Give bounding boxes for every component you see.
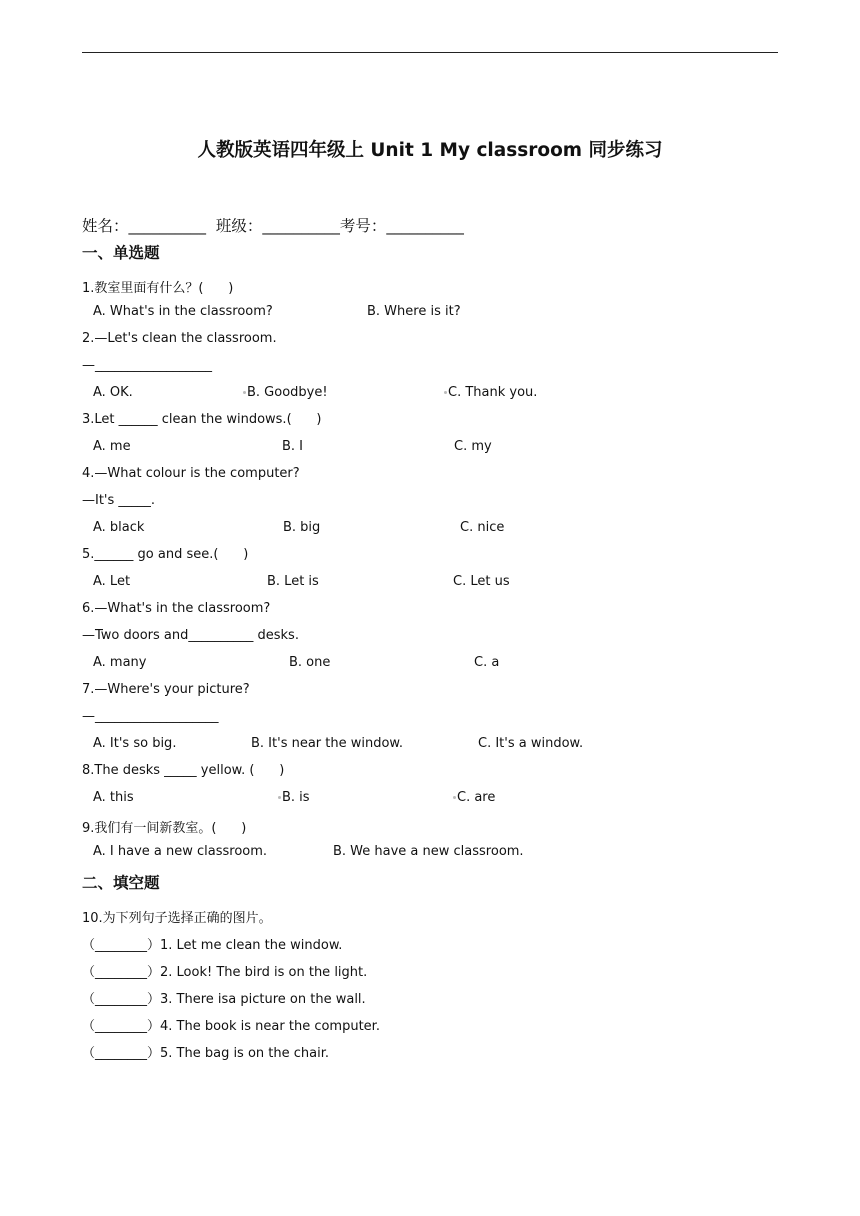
question-10: 10.为下列句子选择正确的图片。 [82, 911, 272, 926]
question-2: 2.—Let's clean the classroom. [82, 331, 277, 346]
q5-option-a: A. Let [93, 574, 131, 589]
header-rule [82, 52, 778, 53]
q10-item: （________）2. Look! The bird is on the light. [82, 965, 368, 980]
question-6: 6.—What's in the classroom? [82, 601, 271, 616]
q1-option-a: A. What's in the classroom? [93, 304, 273, 319]
q2-option-c: C. Thank you. [444, 385, 537, 400]
q8-option-b: B. is [278, 790, 310, 805]
section-single-choice: 一、单选题 [82, 244, 160, 262]
question-4: 4.—What colour is the computer? [82, 466, 300, 481]
question-9: 9.我们有一间新教室。( ) [82, 821, 247, 836]
option-marker-icon [453, 796, 456, 799]
q10-item: （________）4. The book is near the computer. [82, 1019, 380, 1034]
q6-option-b: B. one [289, 655, 331, 670]
page-title: 人教版英语四年级上 Unit 1 My classroom 同步练习 [197, 140, 663, 161]
q8-option-a: A. this [93, 790, 134, 805]
question-8: 8.The desks _____ yellow. ( ) [82, 763, 285, 778]
q10-item: （________）3. There isa picture on the wall. [82, 992, 366, 1007]
question-5: 5.______ go and see.( ) [82, 547, 249, 562]
q7-option-c: C. It's a window. [478, 736, 584, 751]
option-marker-icon [444, 391, 447, 394]
q1-option-b: B. Where is it? [367, 304, 461, 319]
q2-option-a: A. OK. [93, 385, 133, 400]
option-marker-icon [243, 391, 246, 394]
q5-option-b: B. Let is [267, 574, 319, 589]
q6-option-a: A. many [93, 655, 147, 670]
q4-option-c: C. nice [460, 520, 505, 535]
q3-option-b: B. I [282, 439, 304, 454]
q4-option-a: A. black [93, 520, 145, 535]
question-1: 1.教室里面有什么？( ) [82, 281, 234, 296]
question-7: 7.—Where's your picture? [82, 682, 250, 697]
question-3: 3.Let ______ clean the windows.( ) [82, 412, 322, 427]
q2-option-b: B. Goodbye! [243, 385, 328, 400]
q10-item: （________）1. Let me clean the window. [82, 938, 343, 953]
q4-line-2: —It's _____. [82, 493, 156, 508]
q10-item: （________）5. The bag is on the chair. [82, 1046, 330, 1061]
q7-answer-blank: —___________________ [82, 709, 219, 724]
q3-option-a: A. me [93, 439, 131, 454]
student-info-line: 姓名：__________ 班级：__________考号：__________ [82, 217, 464, 235]
q6-option-c: C. a [474, 655, 500, 670]
q5-option-c: C. Let us [453, 574, 510, 589]
q9-option-b: B. We have a new classroom. [333, 844, 524, 859]
q8-option-c: C. are [453, 790, 495, 805]
q2-answer-blank: —__________________ [82, 358, 212, 373]
q7-option-a: A. It's so big. [93, 736, 177, 751]
q3-option-c: C. my [454, 439, 492, 454]
q9-option-a: A. I have a new classroom. [93, 844, 268, 859]
option-marker-icon [278, 796, 281, 799]
q6-line-2: —Two doors and__________ desks. [82, 628, 299, 643]
q7-option-b: B. It's near the window. [251, 736, 404, 751]
section-fill-in: 二、填空题 [82, 874, 160, 892]
q4-option-b: B. big [283, 520, 321, 535]
